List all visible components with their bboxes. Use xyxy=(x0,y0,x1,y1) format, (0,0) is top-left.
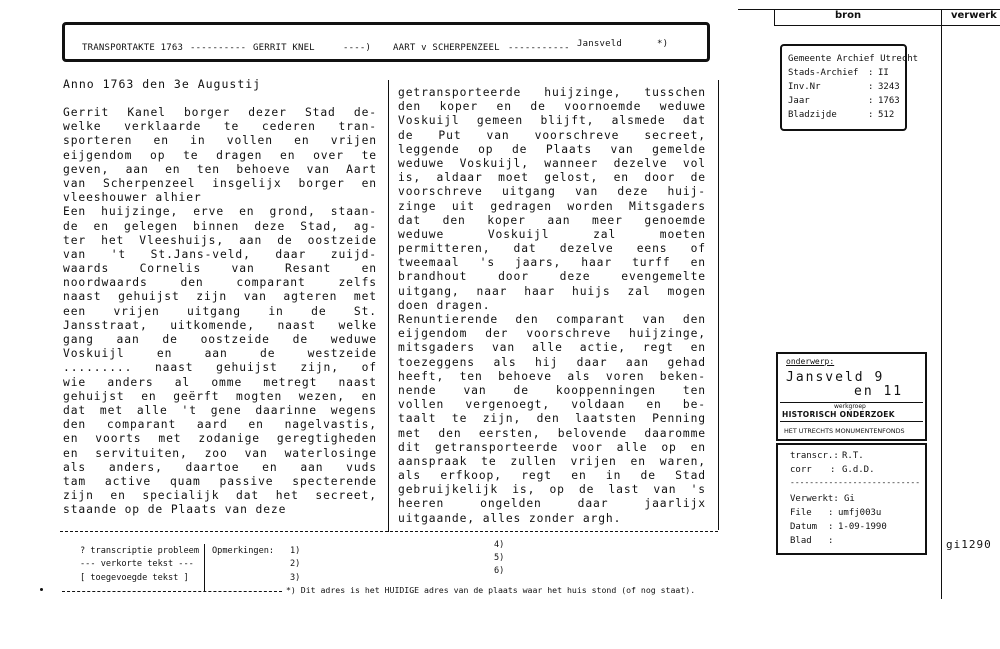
text-line: gang aan de oostzeide de weduwe xyxy=(63,333,377,346)
title-bar xyxy=(62,22,710,62)
file-colon: : xyxy=(828,508,834,518)
subject-place: Jansveld 9 xyxy=(786,370,885,385)
datum-label: Datum xyxy=(790,522,818,532)
transcr-label: transcr.: xyxy=(790,451,839,461)
deed-date: Anno 1763 den 3e Augustij xyxy=(63,77,262,91)
text-line: toezeggens als hij daar aan gehad xyxy=(398,355,706,369)
text-line: is, aldaar moet gelost, en door de xyxy=(398,171,706,185)
tab-verwerk: verwerk xyxy=(951,10,997,21)
text-line: den comparant aard en nagelvastis, xyxy=(63,418,377,432)
text-line: den koper en de voornoemde weduwe xyxy=(398,100,706,114)
text-line: gehuijst en geërft mogten wezen, en xyxy=(63,389,377,403)
text-line: doen dragen. xyxy=(398,298,491,312)
blad-colon: : xyxy=(828,536,834,546)
org-main: HISTORISCH ONDERZOEK xyxy=(782,410,895,419)
deed-text-right-column xyxy=(398,86,706,526)
remark-5: 5) xyxy=(494,553,505,563)
blad-label: Blad xyxy=(790,536,812,546)
legend-added-text: [ toegevoegde tekst ] xyxy=(80,573,189,583)
text-line: gebruijkelijk is, op de last van 's xyxy=(398,483,706,497)
text-line: naast gehuijst zijn van agteren met xyxy=(63,290,377,304)
datum-value: 1-09-1990 xyxy=(838,522,887,532)
text-line: getransporteerde huijzinge, tusschen xyxy=(398,86,706,99)
deed-type: TRANSPORTAKTE 1763 xyxy=(82,43,184,53)
text-line: brandhout door deze evengemelte xyxy=(398,270,706,284)
subject-box xyxy=(776,352,927,441)
process-divider: --------------------------- xyxy=(790,478,921,487)
panel-divider-left xyxy=(774,9,775,25)
text-line: met den eersten, belovende daaromme xyxy=(398,426,706,440)
text-line: aanspraak te zullen vrijen en waren, xyxy=(398,454,706,468)
separator: ----) xyxy=(343,43,372,53)
datum-colon: : xyxy=(828,522,834,532)
text-line: en voorts met zodanige geregtigheden xyxy=(63,432,377,446)
separator: ----------- xyxy=(508,43,570,53)
text-line: voorschreve uitgang van deze huij- xyxy=(398,185,706,199)
text-line: taalt te zijn, den laatsten Penning xyxy=(398,412,706,426)
text-line: als anders, daartoe en aan vuds xyxy=(63,460,377,474)
text-line: dat met alle 't gene daarinne wegens xyxy=(63,403,377,417)
text-line: tweemaal 's jaars, haar turff en xyxy=(398,256,706,270)
text-line: ......... naast gehuijst zijn, of xyxy=(63,361,377,375)
text-line: Jansstraat, uitkomende, naast welke xyxy=(63,318,377,332)
text-line: vollen vergenoegt, voldaan en be- xyxy=(398,398,706,412)
text-line: Gerrit Kanel borger dezer Stad de- xyxy=(63,106,377,119)
text-line: eijgendom op te dragen en over te xyxy=(63,148,377,162)
colon: : xyxy=(868,110,874,120)
subject-rule xyxy=(780,421,923,422)
text-line: eijgendom der voorschreve huijzinge, xyxy=(398,327,706,341)
source-label: Bladzijde xyxy=(788,110,837,120)
source-label: Stads-Archief xyxy=(788,68,859,78)
colon: : xyxy=(868,96,874,106)
subject-heading: onderwerp: xyxy=(786,357,835,366)
text-line: mitsgaders van alle actie, regt en xyxy=(398,341,706,355)
text-line: dit getransporteerde voor alle op en xyxy=(398,440,706,454)
text-line: dat den koper aan meer genoemde xyxy=(398,213,706,227)
text-line: Een huijzinge, erve en grond, staan- xyxy=(63,205,377,219)
colon: : xyxy=(868,68,874,78)
source-value: 1763 xyxy=(878,96,900,106)
verwerkt-label: Verwerkt: xyxy=(790,494,839,504)
org-sub: HET UTRECHTS MONUMENTENFONDS xyxy=(784,427,905,435)
remark-6: 6) xyxy=(494,566,505,576)
source-value: 512 xyxy=(878,110,895,120)
text-line: Voskuijl gemeen blijft, alsmede dat xyxy=(398,114,706,128)
text-line: permitteren, dat dezelve eens of xyxy=(398,242,706,256)
legend-divider xyxy=(204,544,205,592)
text-line: heeren ongelden daar jaarlijx xyxy=(398,497,706,511)
file-label: File xyxy=(790,508,812,518)
remark-1: 1) xyxy=(290,546,301,556)
text-line: sporteren en in vollen en vrijen xyxy=(63,134,377,148)
text-line: de en gelegen binnen deze Stad, ag- xyxy=(63,219,377,233)
colon: : xyxy=(868,82,874,92)
source-value: 3243 xyxy=(878,82,900,92)
text-line: tam active quam passive specterende xyxy=(63,474,377,488)
text-line: leggende op de Plaats van gemelde xyxy=(398,142,706,156)
text-line: waards Cornelis van Resant en xyxy=(63,262,377,276)
text-line: heeft, ten behoeve als voren beken- xyxy=(398,369,706,383)
corr-colon: : xyxy=(830,465,836,475)
source-value: II xyxy=(878,68,889,78)
text-line: ter het Vleeshuijs, aan de oostzeide xyxy=(63,233,377,247)
text-line: staande op de Plaats van deze xyxy=(63,503,287,517)
footnote-marker: *) xyxy=(657,39,669,49)
text-line: nende van de kooppenningen ten xyxy=(398,383,706,397)
text-line: geven, aan en ten behoeve van Aart xyxy=(63,162,377,176)
address-footnote: *) Dit adres is het HUIDIGE adres van de plaats waar het huis stond (of nog staat). xyxy=(286,585,696,595)
file-value: umfj003u xyxy=(838,508,882,518)
text-line: van Scherpenzeel insgelijx borger en xyxy=(63,176,377,190)
corr-value: G.d.D. xyxy=(842,465,875,475)
panel-header-underline xyxy=(774,25,1000,26)
text-line: uitgang, naar haar huijs zal mogen xyxy=(398,284,706,298)
text-line: zinge uit gedragen worden Mitsgaders xyxy=(398,199,706,213)
legend-shortened-text: --- verkorte tekst --- xyxy=(80,559,194,569)
place-name: Jansveld xyxy=(577,39,622,49)
buyer-name: AART v SCHERPENZEEL xyxy=(393,43,500,53)
remark-4: 4) xyxy=(494,540,505,550)
text-line: uitgaande, alles zonder argh. xyxy=(398,511,622,525)
text-line: noordwaards den comparant zelfs xyxy=(63,276,377,290)
deed-text-left-column xyxy=(63,106,377,517)
remark-2: 2) xyxy=(290,559,301,569)
separator: ---------- xyxy=(190,43,247,53)
text-line: en servituiten, zoo van waterlosinge xyxy=(63,446,377,460)
legend-rule xyxy=(60,531,718,533)
seller-name: GERRIT KNEL xyxy=(253,43,315,53)
text-line: Voskuijl en aan de westzeide xyxy=(63,347,377,361)
text-line: zijn en specialijk dat het secreet, xyxy=(63,489,377,503)
text-line: een vrijen uitgang in de St. xyxy=(63,304,377,318)
subject-numbers: en 11 xyxy=(854,384,904,399)
transcr-value: R.T. xyxy=(842,451,864,461)
tab-bron: bron xyxy=(835,10,862,21)
text-line: wie anders al omme metregt naast xyxy=(63,375,377,389)
margin-dot xyxy=(40,588,43,591)
processing-box xyxy=(776,443,927,555)
text-line: welke verklaarde te cederen tran- xyxy=(63,120,377,134)
org-small: werkgroep xyxy=(834,403,866,410)
legend-transcription-problem: ? transcriptie probleem xyxy=(80,546,199,556)
remark-3: 3) xyxy=(290,573,301,583)
source-label: Jaar xyxy=(788,96,810,106)
legend-rule-bottom xyxy=(62,591,282,593)
record-code: gi1290 xyxy=(946,538,992,551)
source-label: Inv.Nr xyxy=(788,82,821,92)
text-line: weduwe Voskuijl zal moeten xyxy=(398,227,706,241)
text-line: van 't St.Jans-veld, daar zuijd- xyxy=(63,247,377,261)
text-line: als erfkoop, regt en in de Stad xyxy=(398,469,706,483)
column-divider xyxy=(388,80,389,532)
text-line: de Put van voorschreve secreet, xyxy=(398,128,706,142)
remarks-label: Opmerkingen: xyxy=(212,546,275,556)
text-line: vleeshouwer alhier xyxy=(63,191,202,205)
text-line: Renuntierende den comparant van den xyxy=(398,313,706,326)
archive-name: Gemeente Archief Utrecht xyxy=(788,54,919,64)
text-line: weduwe Voskuijl, wanneer dezelve vol xyxy=(398,156,706,170)
right-margin-line xyxy=(718,80,719,530)
corr-label: corr xyxy=(790,465,812,475)
source-box xyxy=(780,44,919,131)
verwerkt-value: Gi xyxy=(844,494,855,504)
panel-divider-right xyxy=(941,9,942,599)
